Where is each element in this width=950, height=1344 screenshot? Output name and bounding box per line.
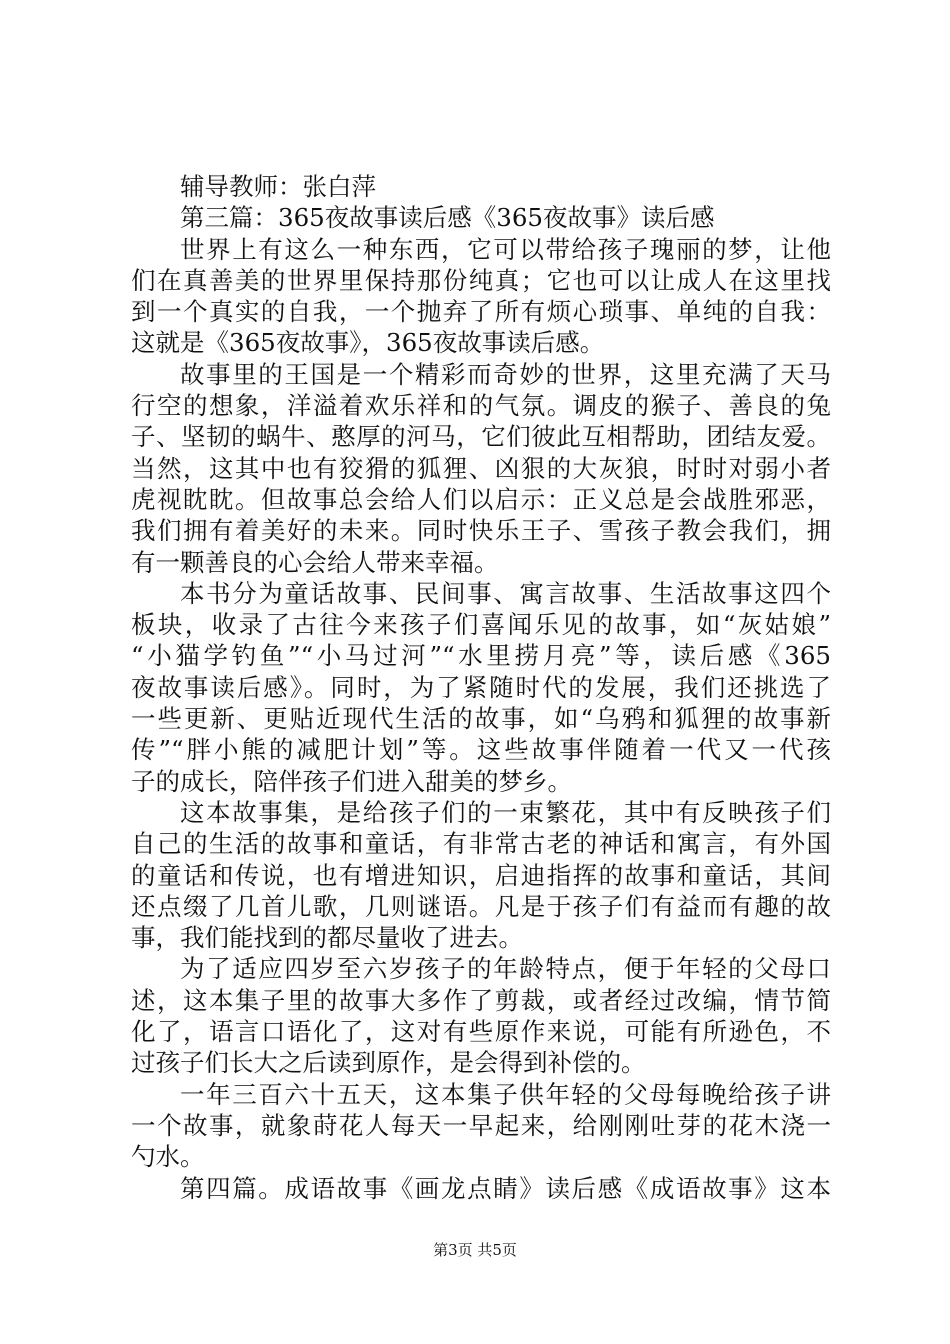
text-line: 们在真善美的世界里保持那份纯真；它也可以让成人在这里找 [131, 265, 831, 295]
text-line: 辅导教师：张白萍 [180, 172, 376, 201]
text-line: 一个故事，就象莳花人每天一早起来，给刚刚吐芽的花木浇一 [131, 1110, 831, 1140]
text-line: 到一个真实的自我，一个抛弃了所有烦心琐事、单纯的自我： [131, 297, 831, 327]
text-line: 有一颗善良的心会给人带来幸福。 [131, 547, 499, 577]
text-line: 子的成长，陪伴孩子们进入甜美的梦乡。 [131, 766, 572, 796]
document-body [131, 171, 831, 1204]
text-line: 故事里的王国是一个精彩而奇妙的世界，这里充满了天马 [180, 359, 831, 389]
text-line: 夜故事读后感》。同时，为了紧随时代的发展，我们还挑选了 [131, 672, 831, 702]
text-line: 子、坚韧的蜗牛、憨厚的河马，它们彼此互相帮助，团结友爱。 [131, 422, 831, 452]
text-line: 世界上有这么一种东西，它可以带给孩子瑰丽的梦，让他 [180, 234, 831, 264]
text-line: 本书分为童话故事、民间事、寓言故事、生活故事这四个 [180, 578, 831, 608]
text-line: 我们拥有着美好的未来。同时快乐王子、雪孩子教会我们，拥 [131, 516, 831, 546]
text-line: 一些更新、更贴近现代生活的故事，如“乌鸦和狐狸的故事新 [131, 704, 831, 734]
text-line: 第四篇。成语故事《画龙点睛》读后感《成语故事》这本 [180, 1173, 831, 1203]
text-line: 第三篇：365夜故事读后感《365夜故事》读后感 [180, 203, 715, 233]
page-footer: 第3页 共5页 [433, 1241, 517, 1259]
text-line: 过孩子们长大之后读到原作，是会得到补偿的。 [131, 1048, 646, 1078]
text-line: 自己的生活的故事和童话，有非常古老的神话和寓言，有外国 [131, 829, 831, 859]
text-line: 行空的想象，洋溢着欢乐祥和的气氛。调皮的猴子、善良的兔 [131, 391, 831, 421]
text-line: 传”“胖小熊的减肥计划”等。这些故事伴随着一代又一代孩 [131, 735, 831, 765]
text-line: 一年三百六十五天，这本集子供年轻的父母每晚给孩子讲 [180, 1079, 831, 1109]
text-line: 这就是《365夜故事》，365夜故事读后感。 [131, 328, 605, 358]
text-line: 还点缀了几首儿歌，几则谜语。凡是于孩子们有益而有趣的故 [131, 891, 831, 921]
text-line: 的童话和传说，也有增进知识，启迪指挥的故事和童话，其间 [131, 860, 831, 890]
text-line: 化了，语言口语化了，这对有些原作来说，可能有所逊色，不 [131, 1017, 831, 1047]
text-line: 板块，收录了古往今来孩子们喜闻乐见的故事，如“灰姑娘” [131, 610, 831, 640]
text-line: 勺水。 [131, 1142, 205, 1172]
text-line: 述，这本集子里的故事大多作了剪裁，或者经过改编，情节简 [131, 985, 831, 1015]
text-line: 当然，这其中也有狡猾的狐狸、凶狠的大灰狼，时时对弱小者 [131, 453, 831, 483]
text-line: 这本故事集，是给孩子们的一束繁花，其中有反映孩子们 [180, 797, 831, 827]
text-line: 为了适应四岁至六岁孩子的年龄特点，便于年轻的父母口 [180, 954, 831, 984]
text-line: 虎视眈眈。但故事总会给人们以启示：正义总是会战胜邪恶， [131, 484, 831, 514]
text-line: “小猫学钓鱼”“小马过河”“水里捞月亮”等，读后感《365 [131, 641, 831, 671]
text-line: 事，我们能找到的都尽量收了进去。 [131, 923, 523, 953]
